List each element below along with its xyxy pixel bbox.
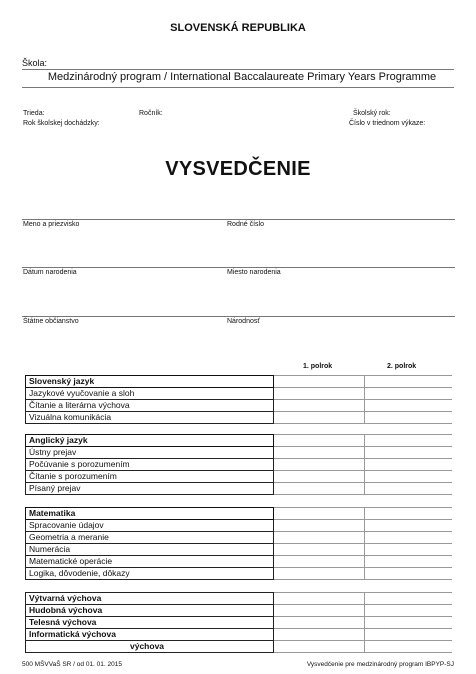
school-year-label: Školský rok: xyxy=(353,110,391,117)
grade-cell xyxy=(274,532,365,544)
subject-name: Počúvanie s porozumením xyxy=(26,459,274,471)
grade-cell xyxy=(365,617,453,629)
grade-cell xyxy=(274,568,365,580)
grade-cell xyxy=(365,605,453,617)
grade-cell xyxy=(274,471,365,483)
birth-line xyxy=(22,267,455,268)
english-grades-table xyxy=(25,434,452,495)
grade-cell xyxy=(274,544,365,556)
math-grades-table xyxy=(25,507,452,580)
attendance-label: Rok školskej dochádzky: xyxy=(23,120,100,127)
subject-name: Ústny prejav xyxy=(26,447,274,459)
other-grades-table xyxy=(25,592,452,653)
grade-cell xyxy=(274,605,365,617)
subject-name: Geometria a meranie xyxy=(26,532,274,544)
table-row xyxy=(26,376,453,388)
table-row xyxy=(26,400,453,412)
id-number-label: Rodné číslo xyxy=(227,221,264,228)
table-row xyxy=(26,435,453,447)
table-row xyxy=(26,593,453,605)
footer-form-number: 500 MŠVVaŠ SR / od 01. 01. 2015 xyxy=(22,661,122,668)
grade-cell xyxy=(365,412,453,424)
grade-cell xyxy=(274,617,365,629)
subject-name: Logika, dôvodenie, dôkazy xyxy=(26,568,274,580)
table-row xyxy=(26,532,453,544)
subject-name: Písaný prejav xyxy=(26,483,274,495)
grade-cell xyxy=(365,388,453,400)
birth-date-label: Dátum narodenia xyxy=(23,269,77,276)
name-label: Meno a priezvisko xyxy=(23,221,80,228)
subject-name: Výtvarná výchova xyxy=(26,593,274,605)
grade-cell xyxy=(365,471,453,483)
table-row xyxy=(26,629,453,641)
table-row xyxy=(26,556,453,568)
slovak-section-title: Slovenský jazyk xyxy=(26,376,274,388)
subject-name: Telesná výchova xyxy=(26,617,274,629)
grade-cell xyxy=(365,447,453,459)
table-row xyxy=(26,641,453,653)
citizenship-label: Štátne občianstvo xyxy=(23,318,79,325)
math-section-title: Matematika xyxy=(26,508,274,520)
grade-cell xyxy=(365,508,453,520)
grade-cell xyxy=(274,388,365,400)
grade-cell xyxy=(274,629,365,641)
grade-cell xyxy=(365,544,453,556)
document-title: VYSVEDČENIE xyxy=(165,158,311,180)
slovak-grades-table xyxy=(25,375,452,424)
table-row xyxy=(26,508,453,520)
grade-cell xyxy=(365,376,453,388)
grade-cell xyxy=(274,641,365,653)
name-line xyxy=(22,219,455,220)
grade-cell xyxy=(274,447,365,459)
table-row xyxy=(26,447,453,459)
grade-cell xyxy=(274,376,365,388)
grade-cell xyxy=(365,568,453,580)
semester-2-header: 2. polrok xyxy=(387,363,417,370)
program-line xyxy=(22,87,454,88)
grade-cell xyxy=(365,459,453,471)
grade-cell xyxy=(274,508,365,520)
table-row xyxy=(26,605,453,617)
subject-name: Vizuálna komunikácia xyxy=(26,412,274,424)
subject-name: Čítanie s porozumením xyxy=(26,471,274,483)
grade-cell xyxy=(365,400,453,412)
grade-cell xyxy=(274,400,365,412)
table-row xyxy=(26,520,453,532)
subject-name: výchova xyxy=(26,641,274,653)
school-label: Škola: xyxy=(22,58,48,68)
grade-cell xyxy=(365,435,453,447)
grade-cell xyxy=(365,641,453,653)
grade-cell xyxy=(365,483,453,495)
grade-cell xyxy=(274,556,365,568)
country-title: SLOVENSKÁ REPUBLIKA xyxy=(170,22,306,34)
register-number-label: Číslo v triednom výkaze: xyxy=(349,120,426,127)
table-row xyxy=(26,483,453,495)
grade-cell xyxy=(274,459,365,471)
nationality-label: Národnosť xyxy=(227,318,260,325)
grade-cell xyxy=(365,629,453,641)
grade-cell xyxy=(274,593,365,605)
table-row xyxy=(26,388,453,400)
grade-cell xyxy=(274,435,365,447)
table-row xyxy=(26,568,453,580)
grade-cell xyxy=(365,593,453,605)
subject-name: Spracovanie údajov xyxy=(26,520,274,532)
subject-name: Informatická výchova xyxy=(26,629,274,641)
table-row xyxy=(26,617,453,629)
subject-name: Hudobná výchova xyxy=(26,605,274,617)
grade-cell xyxy=(274,412,365,424)
table-row xyxy=(26,412,453,424)
english-section-title: Anglický jazyk xyxy=(26,435,274,447)
grade-cell xyxy=(365,556,453,568)
table-row xyxy=(26,471,453,483)
subject-name: Matematické operácie xyxy=(26,556,274,568)
year-label: Ročník: xyxy=(139,110,163,117)
grade-cell xyxy=(365,520,453,532)
citizenship-line xyxy=(22,316,455,317)
semester-1-header: 1. polrok xyxy=(303,363,333,370)
school-line xyxy=(22,69,454,70)
grade-cell xyxy=(274,483,365,495)
program-name: Medzinárodný program / International Baccalaureate Primary Years Programme xyxy=(47,71,437,83)
subject-name: Čítanie a literárna výchova xyxy=(26,400,274,412)
footer-form-name: Vysvedčenie pre medzinárodný program IBPYP-SJ xyxy=(306,661,454,668)
subject-name: Numerácia xyxy=(26,544,274,556)
grade-cell xyxy=(274,520,365,532)
grade-cell xyxy=(365,532,453,544)
table-row xyxy=(26,459,453,471)
birth-place-label: Miesto narodenia xyxy=(227,269,281,276)
table-row xyxy=(26,544,453,556)
class-label: Trieda: xyxy=(23,110,45,117)
subject-name: Jazykové vyučovanie a sloh xyxy=(26,388,274,400)
